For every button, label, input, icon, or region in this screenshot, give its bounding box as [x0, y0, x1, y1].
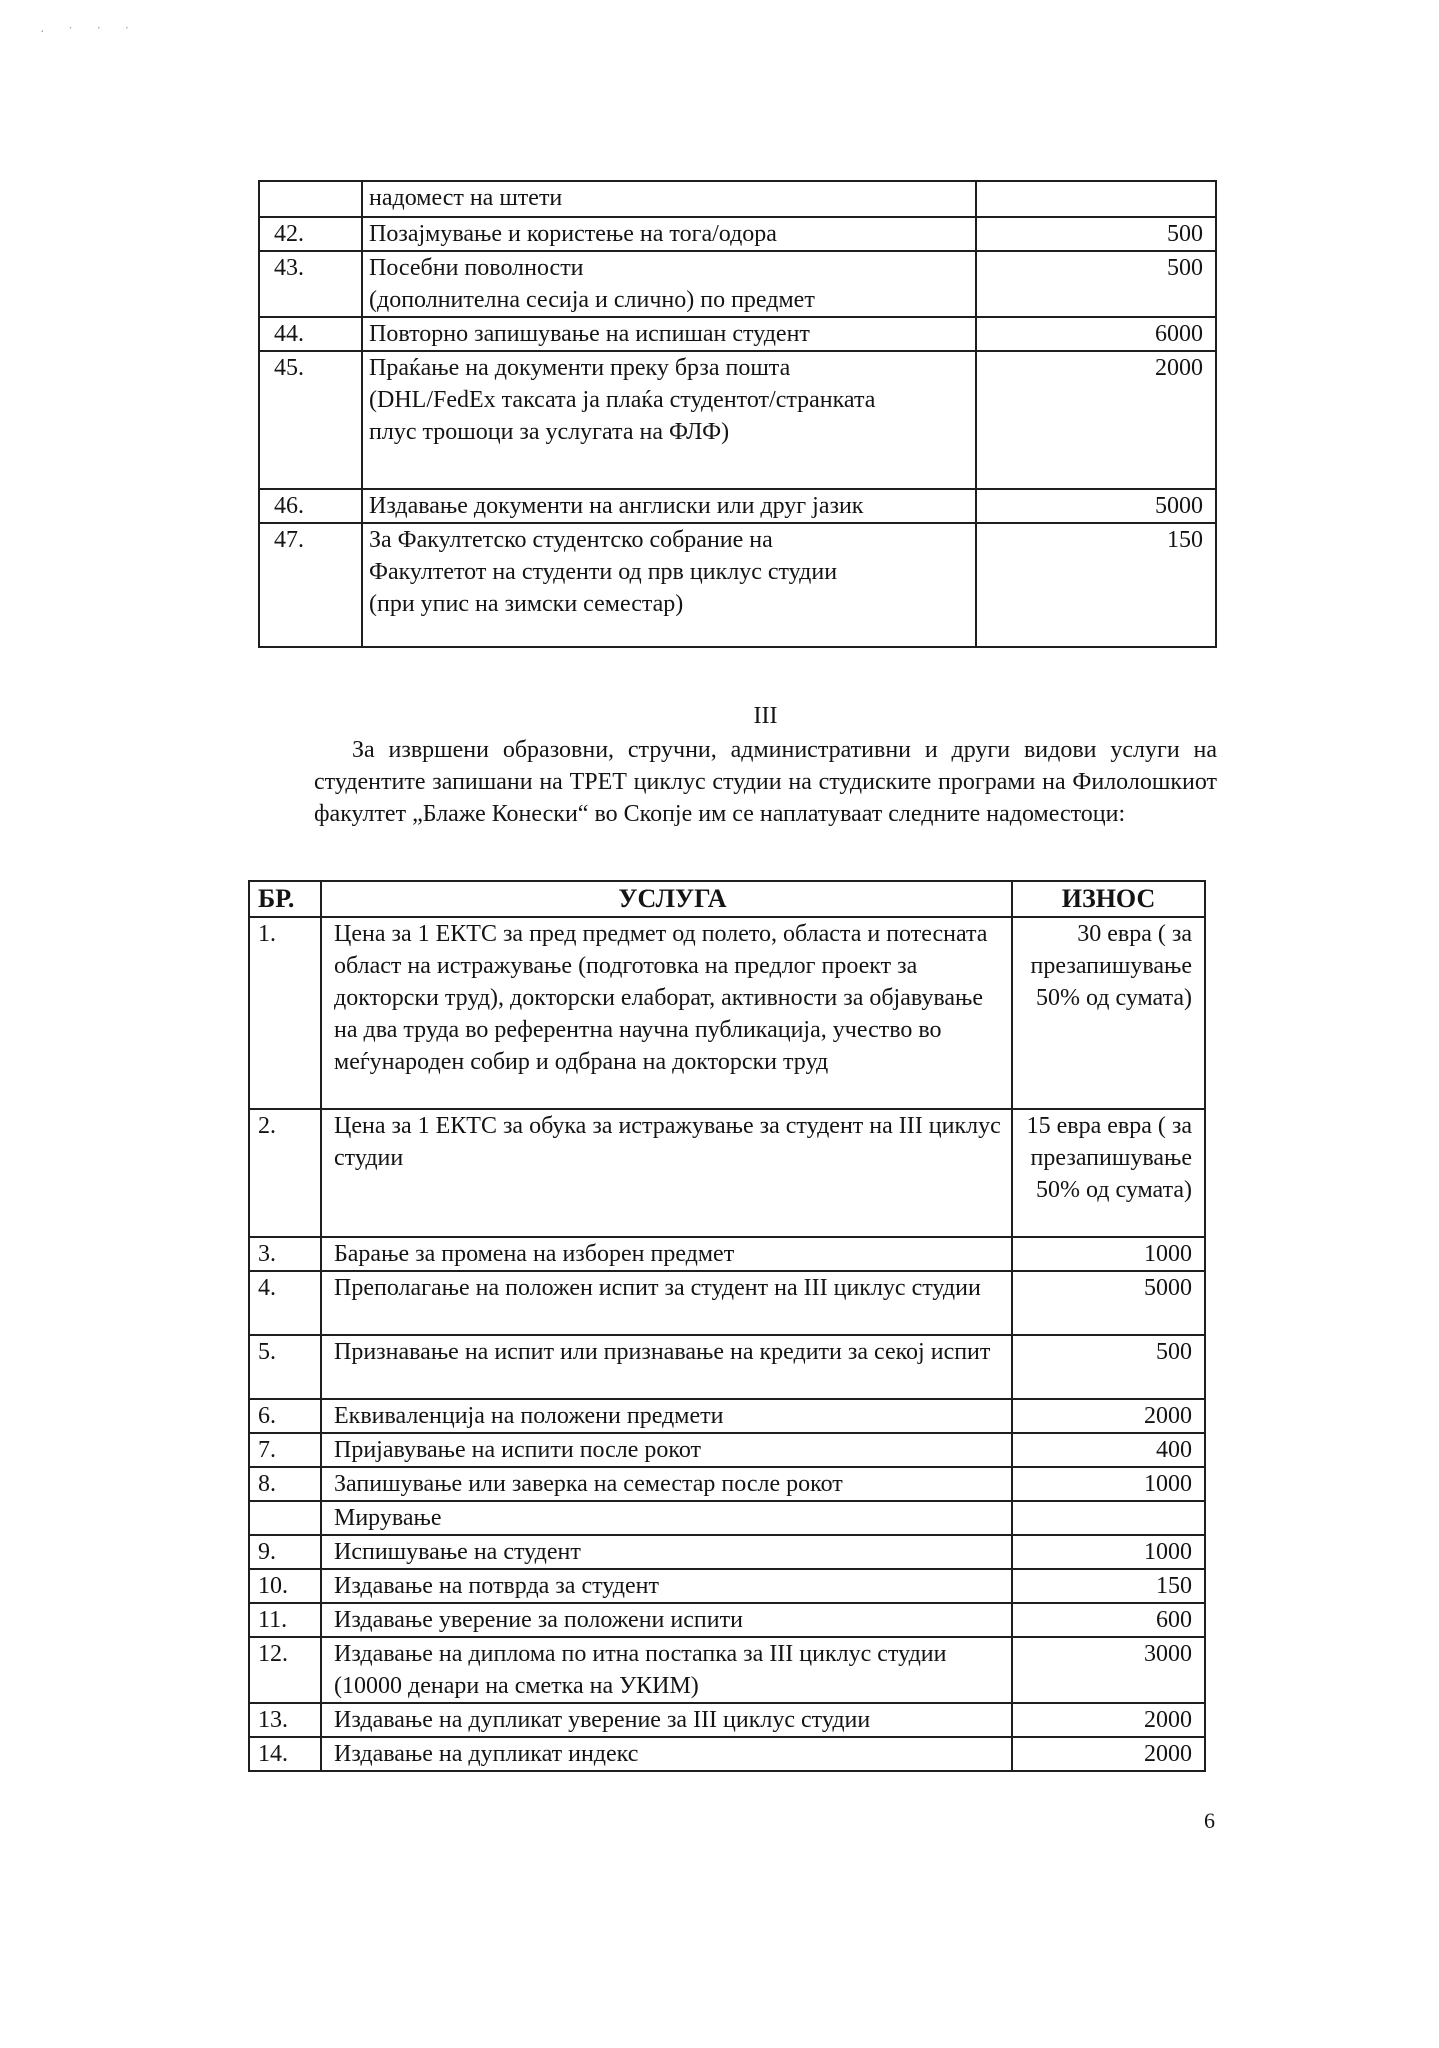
amount-cell: 150 [976, 523, 1216, 647]
row-number: 10. [249, 1569, 321, 1603]
service-cell [362, 523, 976, 647]
service-cell: Издавање на диплома по итна постапка за III циклус студии (10000 денари на сметка на УКИМ) [321, 1637, 1012, 1703]
service-line: За Факултетско студентско собрание на [369, 527, 773, 553]
table-row [259, 217, 1216, 251]
service-line: (при упис на зимски семестар) [369, 591, 684, 617]
amount-cell: 3000 [1012, 1637, 1205, 1703]
table-row [259, 181, 1216, 217]
table-row [249, 1271, 1205, 1335]
service-cell: Барање за промена на изборен предмет [321, 1237, 1012, 1271]
row-number: 2. [249, 1109, 321, 1237]
row-number: 11. [249, 1603, 321, 1637]
section-paragraph: За извршени образовни, стручни, административни и други видови услуги на студентите запишани на ТРЕТ циклус студии на студиските програми на Филолошкиот факултет „Блаже Конески“ во Скопје им се наплатуваат следните надоместоци: [314, 737, 1217, 827]
table-row [259, 351, 1216, 489]
amount-cell: 6000 [976, 317, 1216, 351]
service-cell: Издавање на дупликат уверение за III циклус студии [321, 1703, 1012, 1737]
table-row [249, 1703, 1205, 1737]
table-row [249, 1399, 1205, 1433]
row-number: 7. [249, 1433, 321, 1467]
third-cycle-fees-table [248, 880, 1206, 1772]
table-row [249, 917, 1205, 1109]
row-number: 13. [249, 1703, 321, 1737]
header-number: БР. [249, 881, 321, 917]
service-cell: Издавање на потврда за студент [321, 1569, 1012, 1603]
section-number: III [753, 703, 778, 729]
header-service: УСЛУГА [321, 881, 1012, 917]
service-line: (дополнителна сесија и слично) по предмет [369, 287, 815, 313]
amount-cell: 500 [1012, 1335, 1205, 1399]
amount-cell: 400 [1012, 1433, 1205, 1467]
service-line: (DHL/FedEx таксата ја плаќа студентот/странката [369, 387, 876, 413]
table-row [259, 523, 1216, 647]
row-number [249, 1501, 321, 1535]
row-number: 8. [249, 1467, 321, 1501]
amount-cell: 1000 [1012, 1237, 1205, 1271]
service-line: плус трошоци за услугата на ФЛФ) [369, 419, 730, 445]
service-cell: Издавање документи на англиски или друг јазик [362, 489, 976, 523]
amount-cell: 500 [976, 251, 1216, 317]
table-row [249, 1603, 1205, 1637]
row-number: 46. [259, 489, 362, 523]
service-cell: Испишување на студент [321, 1535, 1012, 1569]
service-cell: Мирување [321, 1501, 1012, 1535]
amount-cell: 2000 [1012, 1399, 1205, 1433]
amount-cell [976, 181, 1216, 217]
table-row [249, 1535, 1205, 1569]
amount-cell: 30 евра ( за презапишување 50% од сумата) [1012, 917, 1205, 1109]
amount-cell [1012, 1501, 1205, 1535]
service-cell: Издавање уверение за положени испити [321, 1603, 1012, 1637]
row-number: 44. [259, 317, 362, 351]
service-cell [362, 351, 976, 489]
service-line: Факултетот на студенти од прв циклус студии [369, 559, 838, 585]
table-row [249, 1737, 1205, 1771]
service-cell: Пријавување на испити после рокот [321, 1433, 1012, 1467]
amount-cell: 1000 [1012, 1535, 1205, 1569]
row-number: 5. [249, 1335, 321, 1399]
table-header-row [249, 881, 1205, 917]
amount-cell: 5000 [1012, 1271, 1205, 1335]
row-number [259, 181, 362, 217]
header-amount: ИЗНОС [1012, 881, 1205, 917]
amount-cell: 1000 [1012, 1467, 1205, 1501]
service-line: Посебни поволности [369, 255, 584, 281]
row-number: 1. [249, 917, 321, 1109]
service-cell: Признавање на испит или признавање на кредити за секој испит [321, 1335, 1012, 1399]
row-number: 14. [249, 1737, 321, 1771]
row-number: 12. [249, 1637, 321, 1703]
amount-cell: 2000 [976, 351, 1216, 489]
scan-specks: · ˙ ˙ ˙ [40, 25, 140, 40]
table-row [249, 1109, 1205, 1237]
service-cell [362, 251, 976, 317]
row-number: 47. [259, 523, 362, 647]
amount-cell: 600 [1012, 1603, 1205, 1637]
amount-cell: 500 [976, 217, 1216, 251]
service-cell: Преполагање на положен испит за студент на III циклус студии [321, 1271, 1012, 1335]
service-cell: Еквиваленција на положени предмети [321, 1399, 1012, 1433]
amount-cell: 5000 [976, 489, 1216, 523]
table-row [249, 1569, 1205, 1603]
service-cell: Издавање на дупликат индекс [321, 1737, 1012, 1771]
table-row [259, 489, 1216, 523]
service-cell: Цена за 1 ЕКТС за пред предмет од полето, областа и потесната област на истражување (подготовка на предлог проект за докторски труд), докторски елаборат, активности за објавување на два труда во референтна научна публикација, учество во меѓународен собир и одбрана на докторски труд [321, 917, 1012, 1109]
table-row [249, 1237, 1205, 1271]
service-cell: Позајмување и користење на тога/одора [362, 217, 976, 251]
row-number: 42. [259, 217, 362, 251]
table-row [249, 1335, 1205, 1399]
table-row [259, 317, 1216, 351]
amount-cell: 150 [1012, 1569, 1205, 1603]
table-row [249, 1433, 1205, 1467]
row-number: 3. [249, 1237, 321, 1271]
row-number: 9. [249, 1535, 321, 1569]
row-number: 4. [249, 1271, 321, 1335]
amount-cell: 2000 [1012, 1737, 1205, 1771]
table-row [249, 1501, 1205, 1535]
service-cell: Цена за 1 ЕКТС за обука за истражување за студент на III циклус студии [321, 1109, 1012, 1237]
table-row [259, 251, 1216, 317]
row-number: 6. [249, 1399, 321, 1433]
service-cell: Запишување или заверка на семестар после рокот [321, 1467, 1012, 1501]
amount-cell: 2000 [1012, 1703, 1205, 1737]
page-number: 6 [1204, 1808, 1215, 1833]
section-three [314, 700, 1217, 830]
fees-table-continued [258, 180, 1217, 648]
service-cell: Повторно запишување на испишан студент [362, 317, 976, 351]
row-number: 45. [259, 351, 362, 489]
table-row [249, 1467, 1205, 1501]
amount-cell: 15 евра евра ( за презапишување 50% од сумата) [1012, 1109, 1205, 1237]
service-line: Праќање на документи преку брза пошта [369, 355, 791, 381]
table-row [249, 1637, 1205, 1703]
service-cell: надомест на штети [362, 181, 976, 217]
row-number: 43. [259, 251, 362, 317]
